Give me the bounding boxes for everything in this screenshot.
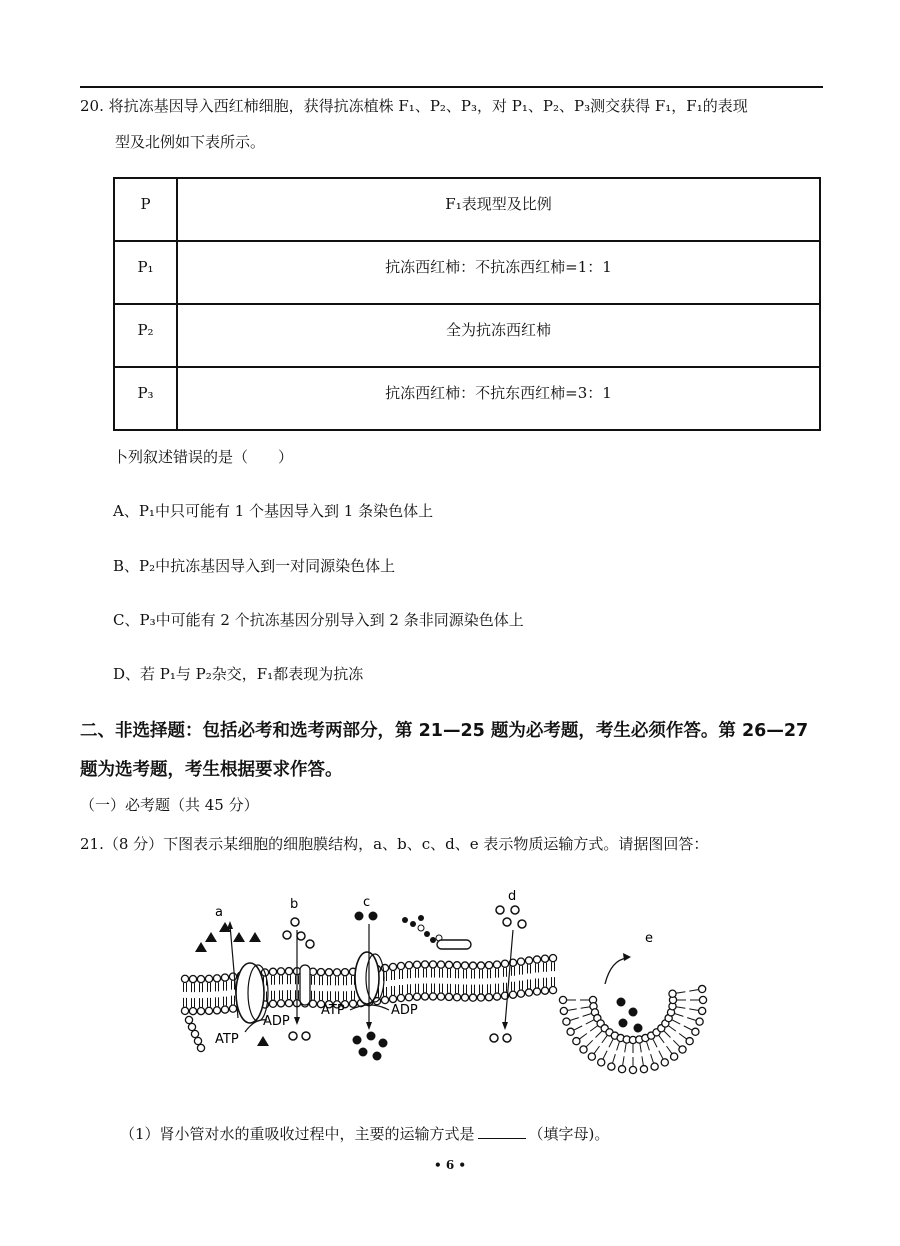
- table-row: [114, 241, 820, 304]
- cell-membrane-diagram: [175, 880, 735, 1095]
- carrier-protein-c: [355, 952, 379, 1004]
- table-row: [114, 367, 820, 430]
- table-cell-parent: P₁: [114, 241, 177, 304]
- label-d: d: [508, 889, 517, 904]
- question-21-part-1: （1）肾小管对水的重吸收过程中，主要的运输方式是 （填字母)。: [120, 1125, 610, 1143]
- table-header-p: P: [114, 178, 177, 241]
- phenotype-ratio-table: [113, 177, 821, 431]
- table-row: [114, 304, 820, 367]
- label-atp-left: ATP: [215, 1032, 239, 1047]
- table-cell-parent: P₂: [114, 304, 177, 367]
- carrier-protein-a: [236, 963, 264, 1023]
- label-a: a: [215, 905, 223, 920]
- page-number: • 6 •: [433, 1158, 467, 1172]
- glycoprotein: [402, 915, 471, 949]
- table-cell-ratio: 抗冻西红柿：不抗冻西红柿=1：1: [177, 241, 820, 304]
- label-e: e: [645, 931, 653, 946]
- label-c: c: [363, 895, 371, 910]
- question-20-prompt: 卜列叙述错误的是（ ）: [113, 448, 294, 466]
- table-header-f1: F₁表现型及比例: [177, 178, 820, 241]
- section-2-heading-line1: 二、非选择题：包括必考和选考两部分，第 21—25 题为必考题，考生必须作答。第 26—27: [80, 721, 809, 741]
- option-b[interactable]: B、P₂中抗冻基因导入到一对同源染色体上: [113, 557, 396, 575]
- required-questions-heading: （一）必考题（共 45 分）: [80, 796, 259, 814]
- table-cell-ratio: 抗冻西红柿：不抗东西红柿=3：1: [177, 367, 820, 430]
- table-cell-parent: P₃: [114, 367, 177, 430]
- answer-blank[interactable]: [478, 1124, 526, 1139]
- label-b: b: [290, 897, 299, 912]
- option-c[interactable]: C、P₃中可能有 2 个抗冻基因分别导入到 2 条非同源染色体上: [113, 611, 524, 629]
- table-header-row: [114, 178, 820, 241]
- table-cell-ratio: 全为抗冻西红柿: [177, 304, 820, 367]
- question-20-stem-line2: 型及北例如下表所示。: [115, 133, 266, 151]
- label-adp-mid: ADP: [391, 1003, 418, 1018]
- question-21-stem: 21.（8 分）下图表示某细胞的细胞膜结构，a、b、c、d、e 表示物质运输方式。请据图回答：: [80, 835, 709, 853]
- option-d[interactable]: D、若 P₁与 P₂杂交，F₁都表现为抗冻: [113, 665, 364, 683]
- vesicle-contents: [617, 998, 643, 1033]
- question-20-stem-line1: 20. 将抗冻基因导入西红柿细胞，获得抗冻植株 F₁、P₂、P₃，对 P₁、P₂、P₃测交获得 F₁，F₁的表现: [80, 97, 748, 115]
- option-a[interactable]: A、P₁中只可能有 1 个基因导入到 1 条染色体上: [113, 502, 434, 520]
- section-2-heading-line2: 题为选考题，考生根据要求作答。: [80, 760, 343, 780]
- label-adp-left: ADP: [263, 1014, 290, 1029]
- header-rule: [80, 86, 823, 88]
- label-atp-mid: ATP: [321, 1003, 345, 1018]
